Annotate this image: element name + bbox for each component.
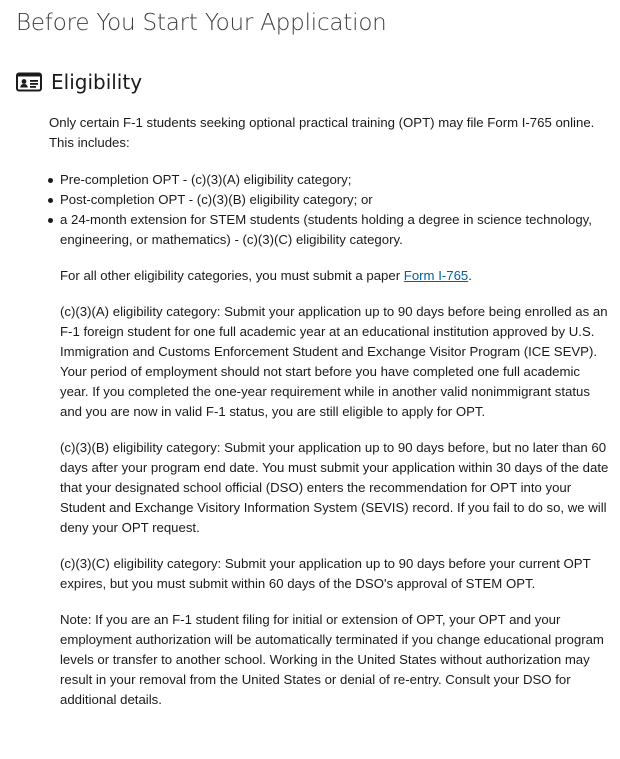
other-categories-prefix: For all other eligibility categories, you must submit a paper <box>60 268 404 283</box>
c3c-text: (c)(3)(C) eligibility category: Submit your application up to 90 days before your current OPT expires, but you must submit within 60 days of the DSO's approval of STEM OPT. <box>60 556 591 591</box>
note-text: Note: If you are an F-1 student filing for initial or extension of OPT, your OPT and your employment authorization will be automatically terminated if you change educational program levels or transfer to another school. Working in the United States without authorization may result in your removal from the United States or denial of re-entry. Consult your DSO for additional details. <box>60 612 604 707</box>
eligibility-list <box>49 170 611 250</box>
form-i765-link[interactable]: Form I-765 <box>403 268 469 283</box>
details <box>49 266 611 710</box>
list-item: Post-completion OPT - (c)(3)(B) eligibility category; or <box>49 190 611 210</box>
intro-text: Only certain F-1 students seeking optional practical training (OPT) may file Form I-765 online. This includes: <box>49 115 595 150</box>
eligibility-content <box>49 113 611 726</box>
section-title: Eligibility <box>51 70 143 94</box>
list-item: Pre-completion OPT - (c)(3)(A) eligibility category; <box>49 170 611 190</box>
section-header <box>16 70 142 94</box>
c3a-text: (c)(3)(A) eligibility category: Submit your application up to 90 days before being enrolled as an F-1 foreign student for one full academic year at an educational institution approved by U.S. Immigration and Customs Enforcement Student and Exchange Visitor Program (ICE SEVP). Your period of employment should not start before you have completed one full academic year. If you completed the one-year requirement while in another valid nonimmigrant status and you are now in valid F-1 status, you are still eligible to apply for OPT. <box>60 304 608 419</box>
other-categories-suffix: . <box>468 268 472 283</box>
id-card-icon <box>16 72 42 92</box>
c3b-text: (c)(3)(B) eligibility category: Submit your application up to 90 days before, but no later than 60 days after your program end date. You must submit your application within 30 days of the date that your designated school official (DSO) enters the recommendation for OPT into your Student and Exchange Visitory Information System (SEVIS) record. If you fail to do so, we will deny your OPT request. <box>60 440 609 535</box>
other-categories-text <box>60 266 611 286</box>
page-title: Before You Start Your Application <box>16 10 387 36</box>
list-item: a 24-month extension for STEM students (students holding a degree in science technology, engineering, or mathematics) - (c)(3)(C) eligibility category. <box>49 210 611 250</box>
